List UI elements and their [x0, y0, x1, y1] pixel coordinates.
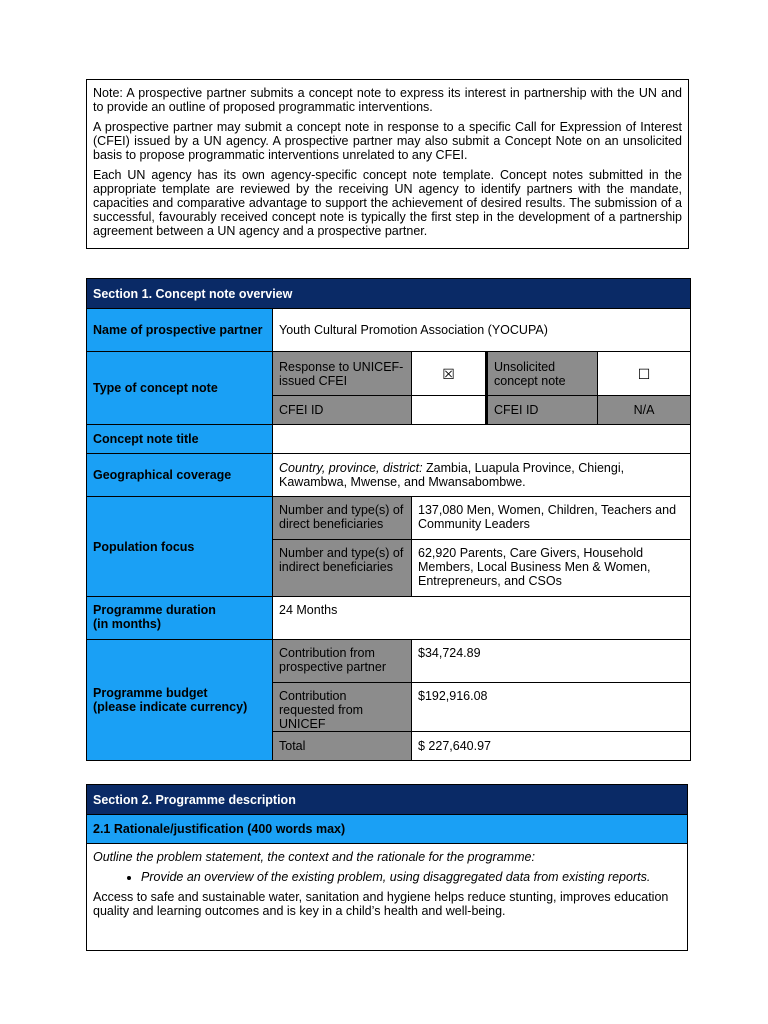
cfei-id-label-1: CFEI ID	[273, 396, 412, 425]
note-paragraph-2: A prospective partner may submit a concept note in response to a specific Call for Expression of Interest (CFEI) issued by a UN agency. A prospective partner may also submit a Concept Note on an unsolicited basis to propose programmatic interventions unrelated to any CFEI.	[93, 120, 682, 162]
rationale-instruction-text: Outline the problem statement, the context and the rationale for the programme:	[93, 850, 535, 864]
budget-label-line1: Programme budget	[93, 686, 208, 700]
partner-name-label: Name of prospective partner	[87, 309, 273, 352]
rationale-bullets	[93, 870, 681, 884]
duration-label	[87, 597, 273, 640]
unsolicited-checkbox[interactable]: ☐	[598, 352, 691, 396]
geo-coverage-label: Geographical coverage	[87, 454, 273, 497]
unicef-contribution-label: Contribution requested from UNICEF	[273, 683, 412, 732]
geo-text: Zambia, Luapula Province, Chiengi, Kawambwa, Mwense, and Mwansabombwe.	[279, 461, 625, 489]
indirect-beneficiaries-label: Number and type(s) of indirect beneficiaries	[273, 540, 412, 597]
rationale-bullet-item: • Provide an overview of the existing problem, using disaggregated data from existing reports.	[141, 870, 681, 884]
direct-beneficiaries-label: Number and type(s) of direct beneficiaries	[273, 497, 412, 540]
budget-label	[87, 640, 273, 761]
indirect-beneficiaries-value: 62,920 Parents, Care Givers, Household Members, Local Business Men & Women, Entrepreneurs, and CSOs	[412, 540, 691, 597]
section1-header: Section 1. Concept note overview	[87, 279, 691, 309]
section2-header: Section 2. Programme description	[87, 785, 688, 815]
partner-contribution-label: Contribution from prospective partner	[273, 640, 412, 683]
rationale-body[interactable]	[87, 844, 688, 951]
rationale-subheader: 2.1 Rationale/justification (400 words max)	[87, 815, 688, 844]
partner-name-value: Youth Cultural Promotion Association (YOCUPA)	[273, 309, 691, 352]
section1-table	[86, 278, 691, 761]
unicef-contribution-value: $192,916.08	[412, 683, 691, 732]
geo-prefix: Country, province, district:	[279, 461, 423, 475]
geo-coverage-value	[273, 454, 691, 497]
unsolicited-label: Unsolicited concept note	[487, 352, 598, 396]
rationale-text: Access to safe and sustainable water, sanitation and hygiene helps reduce stunting, improves education quality and learning outcomes and is key in a child’s health and well-being.	[93, 890, 669, 918]
response-cfei-label: Response to UNICEF-issued CFEI	[273, 352, 412, 396]
intro-note-box	[86, 79, 689, 249]
concept-title-label: Concept note title	[87, 425, 273, 454]
duration-label-line2: (in months)	[93, 617, 162, 631]
direct-beneficiaries-value: 137,080 Men, Women, Children, Teachers and Community Leaders	[412, 497, 691, 540]
note-paragraph-1: Note: A prospective partner submits a concept note to express its interest in partnership with the UN and to provide an outline of proposed programmatic interventions.	[93, 86, 682, 114]
partner-contribution-value: $34,724.89	[412, 640, 691, 683]
budget-total-label: Total	[273, 732, 412, 761]
rationale-instruction	[93, 850, 681, 864]
concept-title-value[interactable]	[273, 425, 691, 454]
cfei-id-value-1[interactable]	[412, 396, 487, 425]
cfei-id-label-2: CFEI ID	[487, 396, 598, 425]
budget-total-value: $ 227,640.97	[412, 732, 691, 761]
duration-label-line1: Programme duration	[93, 603, 216, 617]
duration-value: 24 Months	[273, 597, 691, 640]
section2-table	[86, 784, 688, 951]
concept-type-label: Type of concept note	[87, 352, 273, 425]
cfei-id-value-2: N/A	[598, 396, 691, 425]
response-cfei-checkbox[interactable]: ☒	[412, 352, 487, 396]
population-focus-label: Population focus	[87, 497, 273, 597]
note-paragraph-3: Each UN agency has its own agency-specific concept note template. Concept notes submitted in the appropriate template are reviewed by the receiving UN agency to identify partners with the mandate, capacities and comparative advantage to support the achievement of desired results. The submission of a successful, favourably received concept note is typically the first step in the development of a partnership agreement between a UN agency and a prospective partner.	[93, 168, 682, 238]
budget-label-line2: (please indicate currency)	[93, 700, 248, 714]
